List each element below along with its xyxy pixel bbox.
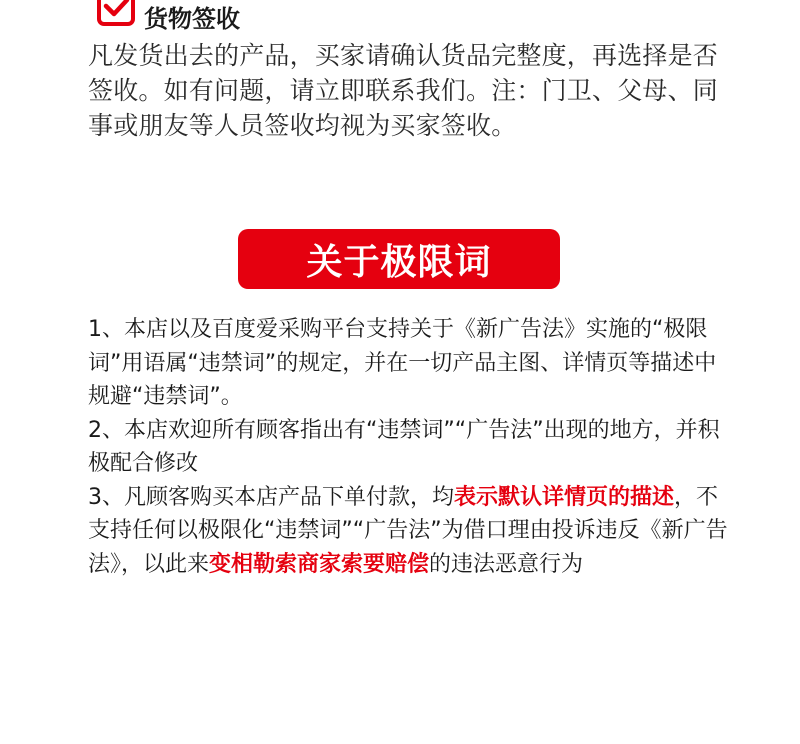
extreme-words-banner (238, 229, 560, 289)
rule-item-3-highlight-2: 变相勒索商家索要赔偿 (209, 551, 430, 577)
banner-title: 关于极限词 (306, 241, 492, 283)
receipt-section-title: 货物签收 (144, 5, 240, 33)
checkbox-check-icon (96, 0, 136, 30)
receipt-body-text: 凡发货出去的产品，买家请确认货品完整度，再选择是否签收。如有问题，请立即联系我们。注：门卫、父母、同事或朋友等人员签收均视为买家签收。 (88, 41, 719, 140)
rule-item-3 (88, 481, 728, 582)
rule-item-3-highlight-1: 表示默认详情页的描述 (454, 484, 675, 510)
rule-item-2: 2、本店欢迎所有顾客指出有“违禁词”“广告法”出现的地方，并积极配合修改 (88, 417, 720, 476)
rule-item-3-part3: 的违法恶意行为 (429, 551, 584, 577)
rule-item-3-part1: 3、凡顾客购买本店产品下单付款，均 (88, 484, 454, 510)
rule-item-3-part2: ，不支持任何以极限化“违禁词”“广告法”为借口理由投诉违反《新广告法》，以此来 (88, 484, 728, 577)
receipt-description (88, 38, 728, 143)
rules-list (88, 313, 728, 581)
rule-item-1: 1、本店以及百度爱采购平台支持关于《新广告法》实施的“极限词”用语属“违禁词”的规定，并在一切产品主图、详情页等描述中规避“违禁词”。 (88, 317, 717, 409)
